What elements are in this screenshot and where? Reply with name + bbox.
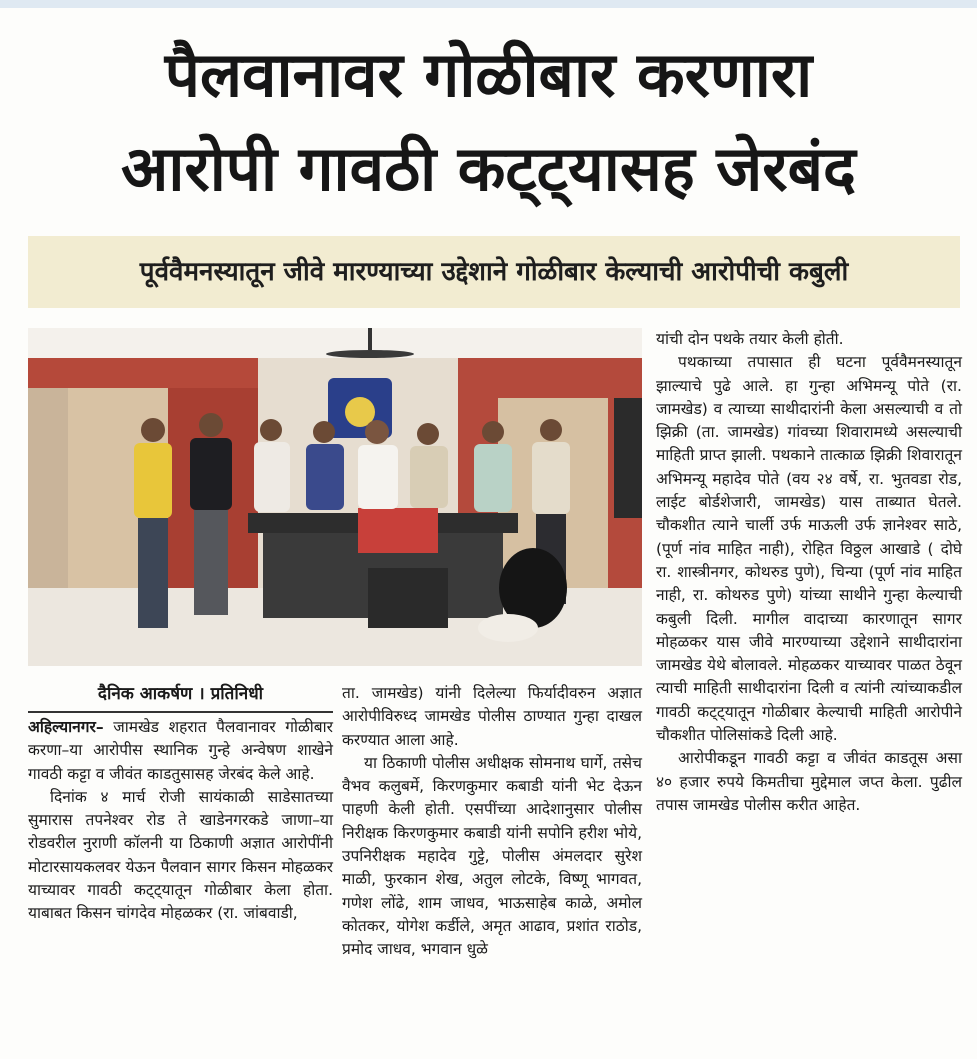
subheadline: पूर्ववैमनस्यातून जीवे मारण्याच्या उद्देशाने गोळीबार केल्याची आरोपीची कबुली: [139, 257, 849, 287]
paragraph-1: [28, 716, 333, 786]
byline: दैनिक आकर्षण । प्रतिनिधी: [28, 677, 333, 713]
paragraph-6: पथकाच्या तपासात ही घटना पूर्ववैमनस्यातून झाल्याचे पुढे आले. हा गुन्हा अभिमन्यू पोते (रा. जामखेड) व त्याच्या साथीदारांनी केला असल्याची व तो झिक्री (ता. जामखेड) गांवच्या शिवारामध्ये असल्याची माहिती प्राप्त झाली. पथकाने तात्काळ झिक्री शिवारातून अभिमन्यू महादेव पोते (वय २४ वर्षे, रा. भुतवडा रोड, लाईट बोर्डशेजारी, जामखेड) यास ताब्यात घेतले. चौकशीत त्याने चार्ली उर्फ माऊली उर्फ ज्ञानेश्वर साठे, (पूर्ण नांव माहित नाही), रोहित विठ्ठल आखाडे ( दोघे रा. शास्त्रीनगर, कोथरुड पुणे), चिन्या (पूर्ण नांव माहित नाही, रा. कोथरुड पुणे) यांच्या साथीने गुन्हा केल्याची कबुली दिली. मागील वादाच्या कारणातून सागर मोहळकर यास जीवे मारण्याच्या उद्देशाने साथीदारांना जामखेड येथे बोलावले. मोहळकर याच्यावर पाळत ठेवून त्याची माहिती साथीदारांना दिली व त्यांनी त्यांच्याकडील गावठी कट्ट्यातून गोळीबार केल्याची माहिती आरोपीने चौकशीत पोलिसांकडे दिली आहे.: [656, 353, 962, 745]
paragraph-4: या ठिकाणी पोलीस अधीक्षक सोमनाथ घार्गे, तसेच वैभव कलुबर्मे, किरणकुमार कबाडी यांनी भेट देऊन पाहणी केली होती. एसपींच्या आदेशानुसार पोलीस निरीक्षक किरणकुमार कबाडी यांनी सपोनि हरीश भोये, उपनिरीक्षक महादेव गुट्टे, पोलीस अंमलदार सुरेश माळी, फुरकान शेख, अतुल लोटके, विष्णू भागवत, गणेश लोंढे, शाम जाधव, भाऊसाहेब काळे, अमोल कोतकर, योगेश कर्डीले, अमृत आढाव, प्रशांत राठोड, प्रमोद जाधव, भगवान धुळे: [342, 753, 642, 959]
news-photo: [28, 328, 642, 666]
article-column-2: [342, 682, 642, 962]
article-column-1: [28, 716, 333, 926]
paragraph-3: ता. जामखेड) यांनी दिलेल्या फिर्यादीवरुन अज्ञात आरोपीविरुध्द जामखेड पोलीस ठाण्यात गुन्हा दाखल करण्यात आला आहे.: [342, 684, 642, 749]
article-column-3: [656, 328, 962, 817]
photo-illustration: [28, 328, 642, 666]
paragraph-2: दिनांक ४ मार्च रोजी सायंकाळी साडेसातच्या सुमारास तपनेश्वर रोड ते खाडेनगरकडे जाणा–या रोडवरील नुराणी कॉलनी या ठिकाणी अज्ञात आरोपींनी मोटारसायकलवर येऊन पैलवान सागर किसन मोहळकर याच्यावर गावठी कट्ट्यातून गोळीबार केला होता. याबाबत किसन चांगदेव मोहळकर (रा. जांबवाडी,: [28, 787, 333, 923]
top-color-band: [0, 0, 977, 8]
headline-line-2: आरोपी गावठी कट्ट्यासह जेरबंद: [121, 132, 856, 205]
dateline: अहिल्यानगर–: [28, 718, 104, 736]
paragraph-5: यांची दोन पथके तयार केली होती.: [656, 330, 844, 348]
headline-line-1: पैलवानावर गोळीबार करणारा: [164, 38, 813, 111]
paragraph-7: आरोपीकडून गावठी कट्टा व जीवंत काडतूस असा ४० हजार रुपये किमतीचा मुद्देमाल जप्त केला. पुढील तपास जामखेड पोलीस करीत आहेत.: [656, 749, 962, 814]
paragraph-1-text: जामखेड शहरात पैलवानावर गोळीबार करणा–या आरोपीस स्थानिक गुन्हे अन्वेषण शाखेने गावठी कट्टा व जीवंत काडतुसासह जेरबंद केले आहे.: [28, 718, 333, 783]
